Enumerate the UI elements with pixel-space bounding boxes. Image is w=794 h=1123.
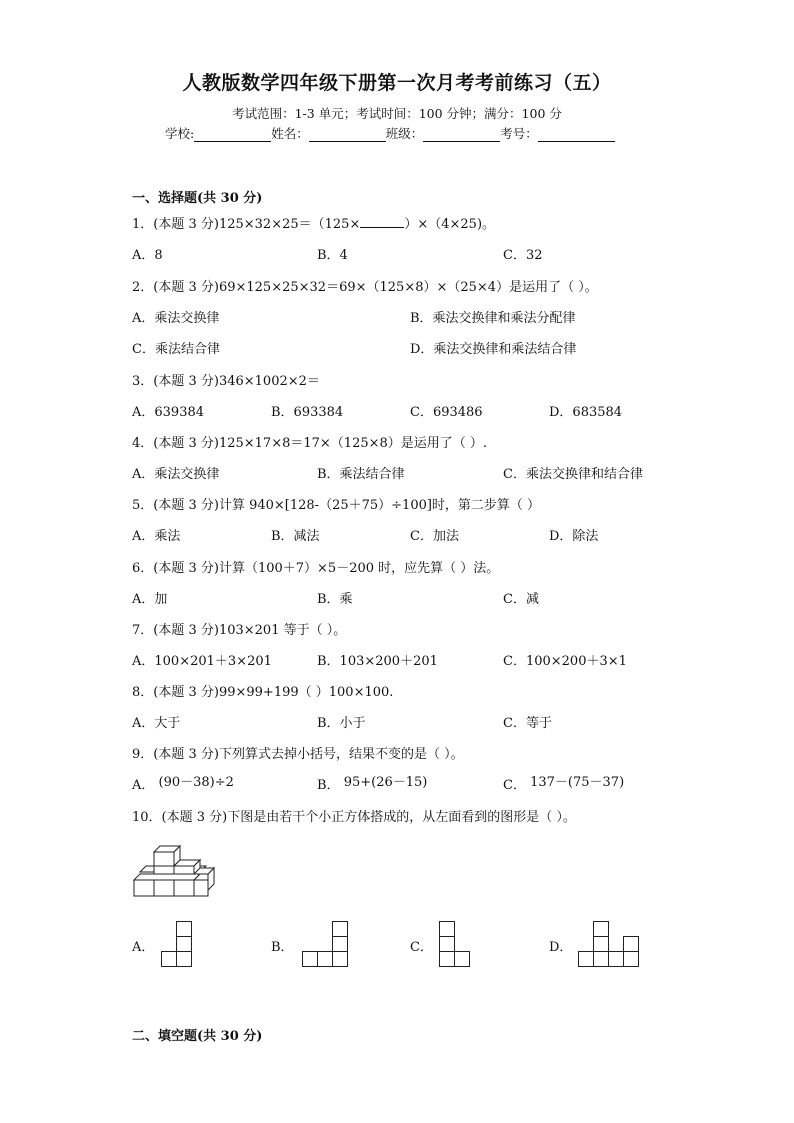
option-a[interactable]: A．639384 xyxy=(132,405,205,420)
option-b[interactable]: B． xyxy=(271,940,294,955)
exam-info: 考试范围：1-3 单元；考试时间：100 分钟；满分：100 分 xyxy=(232,106,562,121)
option-c[interactable]: C． xyxy=(410,940,433,955)
answer-blank[interactable] xyxy=(360,214,404,228)
option-c[interactable]: C．乘法交换律和结合律 xyxy=(503,467,643,482)
question-9: 9．(本题 3 分)下列算式去掉小括号，结果不变的是（ ）。 xyxy=(132,747,464,762)
number-label: 考号： xyxy=(500,126,538,141)
question-5: 5．(本题 3 分)计算 940×[128-（25＋75）÷100]时，第二步算（ ） xyxy=(132,498,541,513)
option-letter: A． xyxy=(132,778,155,793)
option-b-figure xyxy=(301,920,349,968)
question-10: 10．(本题 3 分)下图是由若干个小正方体搭成的，从左面看到的图形是（ ）。 xyxy=(132,810,576,825)
option-c[interactable]: C．100×200＋3×1 xyxy=(503,654,627,669)
option-letter: C． xyxy=(503,778,526,793)
school-field[interactable] xyxy=(194,127,271,142)
question-6: 6．(本题 3 分)计算（100＋7）×5－200 时，应先算（ ）法。 xyxy=(132,561,500,576)
page-title: 人教版数学四年级下册第一次月考考前练习（五） xyxy=(182,72,612,94)
student-info-line xyxy=(165,124,615,142)
question-3: 3．(本题 3 分)346×1002×2＝ xyxy=(132,374,320,389)
question-8: 8．(本题 3 分)99×99+199（ ）100×100. xyxy=(132,685,394,700)
option-d[interactable]: D．除法 xyxy=(549,529,599,544)
option-b[interactable]: B．乘 xyxy=(317,592,353,607)
class-field[interactable] xyxy=(423,127,500,142)
name-field[interactable] xyxy=(309,127,386,142)
option-c[interactable]: C．32 xyxy=(503,248,543,263)
option-b[interactable]: B．4 xyxy=(317,248,348,263)
option-b[interactable]: B．减法 xyxy=(271,529,320,544)
option-a[interactable] xyxy=(132,774,234,793)
option-a[interactable]: A． xyxy=(132,940,155,955)
option-b[interactable]: B．693384 xyxy=(271,405,344,420)
option-b[interactable] xyxy=(317,774,427,793)
number-field[interactable] xyxy=(538,127,615,142)
option-c[interactable]: C．加法 xyxy=(410,529,459,544)
question-text: 1．(本题 3 分)125×32×25＝（125× xyxy=(132,217,361,232)
option-b[interactable]: B．小于 xyxy=(317,716,366,731)
option-d[interactable]: D． xyxy=(549,940,573,955)
question-4: 4．(本题 3 分)125×17×8＝17×（125×8）是运用了（ ）. xyxy=(132,436,488,451)
question-1 xyxy=(132,213,495,232)
question-2: 2．(本题 3 分)69×125×25×32＝69×（125×8）×（25×4）是运用了（ ）。 xyxy=(132,280,598,295)
formula: 95+(26－15) xyxy=(343,775,428,790)
option-c[interactable] xyxy=(503,774,624,793)
option-letter: B． xyxy=(317,778,340,793)
section-title: 二、填空题(共 30 分) xyxy=(132,1029,263,1044)
option-a-figure xyxy=(160,920,194,968)
option-b[interactable]: B．乘法交换律和乘法分配律 xyxy=(410,311,576,326)
formula: (90－38)÷2 xyxy=(158,775,234,790)
question-text: ）×（4×25)。 xyxy=(404,217,496,232)
option-a[interactable]: A．加 xyxy=(132,592,168,607)
section-title: 一、选择题(共 30 分) xyxy=(132,191,263,206)
option-a[interactable]: A．乘法交换律 xyxy=(132,311,220,326)
name-label: 姓名： xyxy=(271,126,309,141)
option-a[interactable]: A．乘法交换律 xyxy=(132,467,220,482)
option-c[interactable]: C．693486 xyxy=(410,405,483,420)
option-a[interactable]: A．乘法 xyxy=(132,529,181,544)
option-a[interactable]: A．大于 xyxy=(132,716,181,731)
option-d[interactable]: D．乘法交换律和乘法结合律 xyxy=(410,342,577,357)
option-a[interactable]: A．8 xyxy=(132,248,163,263)
option-c[interactable]: C．等于 xyxy=(503,716,552,731)
cube-structure-figure xyxy=(132,842,216,900)
option-b[interactable]: B．乘法结合律 xyxy=(317,467,405,482)
option-c-figure xyxy=(438,920,472,968)
formula: 137－(75－37) xyxy=(530,775,625,790)
option-b[interactable]: B．103×200＋201 xyxy=(317,654,438,669)
question-7: 7．(本题 3 分)103×201 等于（ ）。 xyxy=(132,623,347,638)
option-d-figure xyxy=(577,920,640,968)
option-d[interactable]: D．683584 xyxy=(549,405,623,420)
class-label: 班级： xyxy=(385,126,424,141)
option-a[interactable]: A．100×201＋3×201 xyxy=(132,654,272,669)
school-label: 学校: xyxy=(165,126,195,141)
option-c[interactable]: C．乘法结合律 xyxy=(132,342,220,357)
option-c[interactable]: C．减 xyxy=(503,592,539,607)
